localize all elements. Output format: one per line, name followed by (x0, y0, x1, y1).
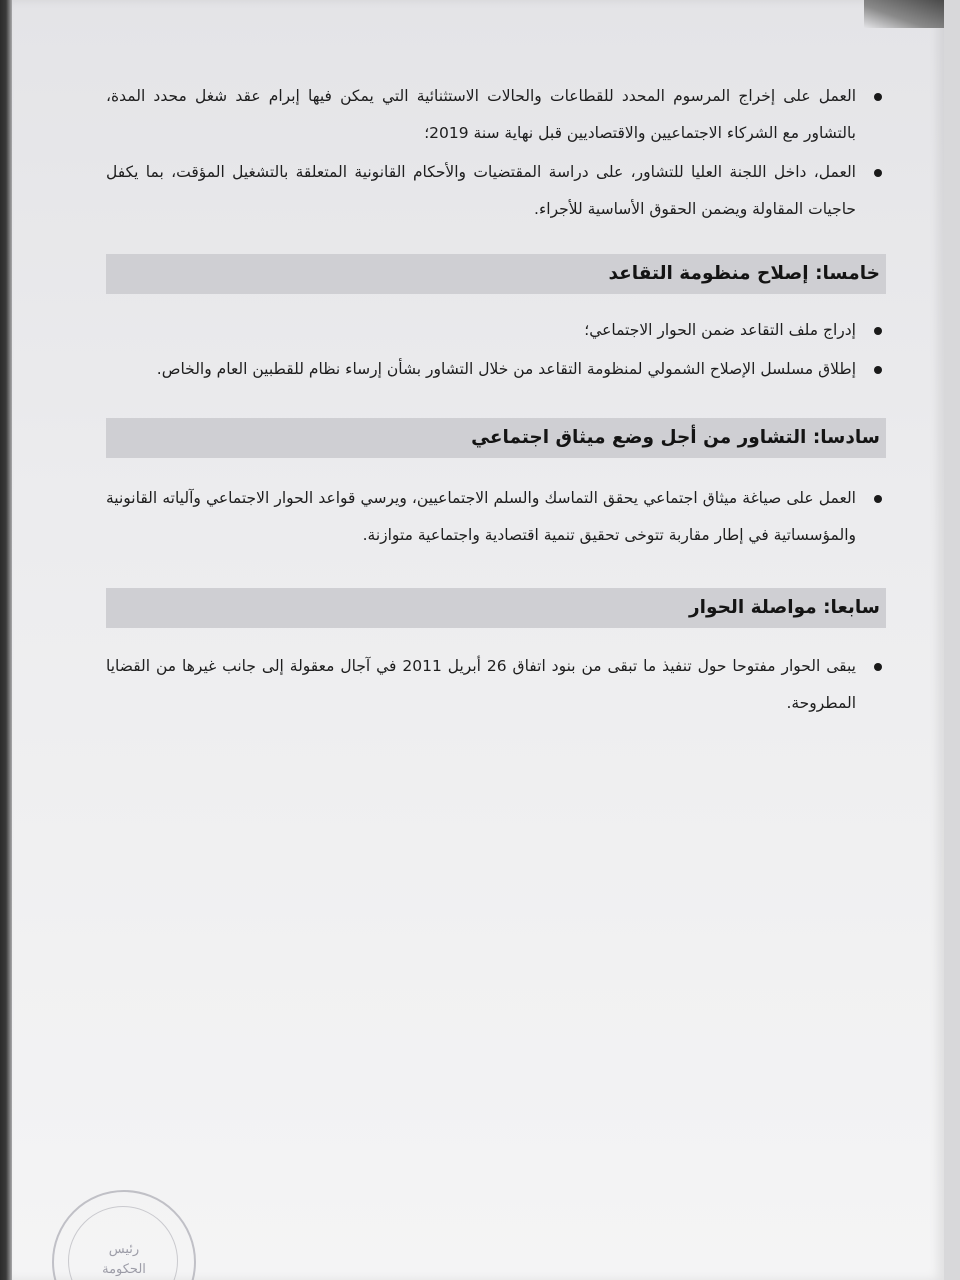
bullet-icon (874, 327, 882, 335)
list-item-text: إدراج ملف التقاعد ضمن الحوار الاجتماعي؛ (584, 321, 856, 339)
list-item (106, 480, 886, 554)
list-item (106, 78, 886, 152)
bullet-icon (874, 663, 882, 671)
section6-list (106, 480, 886, 554)
list-item-text: يبقى الحوار مفتوحا حول تنفيذ ما تبقى من بنود اتفاق 26 أبريل 2011 في آجال معقولة إلى جانب غيرها من القضايا المطروحة. (106, 657, 856, 712)
official-stamp (52, 1190, 196, 1280)
list-item-text: العمل على صياغة ميثاق اجتماعي يحقق التماسك والسلم الاجتماعيين، ويرسي قواعد الحوار الاجتماعي وآلياته القانونية والمؤسساتية في إطار مقاربة تتوخى تحقيق تنمية اقتصادية واجتماعية متوازنة. (106, 489, 856, 544)
bullet-icon (874, 366, 882, 374)
section5-list (106, 312, 886, 388)
section6-heading: سادسا: التشاور من أجل وضع ميثاق اجتماعي (106, 418, 886, 458)
stamp-text-line1: رئيس (108, 1242, 140, 1257)
section7-heading: سابعا: مواصلة الحوار (106, 588, 886, 628)
list-item (106, 351, 886, 388)
document-page (12, 0, 944, 1280)
list-item-text: العمل على إخراج المرسوم المحدد للقطاعات والحالات الاستثنائية التي يمكن فيها إبرام عقد شغل محدد المدة، بالتشاور مع الشركاء الاجتماعيين والاقتصاديين قبل نهاية سنة 2019؛ (106, 87, 856, 142)
document-content (106, 78, 886, 724)
stamp-text-line2: الحكومة (102, 1262, 146, 1277)
page-corner-shadow (864, 0, 944, 28)
section4-list (106, 78, 886, 228)
list-item-text: العمل، داخل اللجنة العليا للتشاور، على دراسة المقتضيات والأحكام القانونية المتعلقة بالتشغيل المؤقت، بما يكفل حاجيات المقاولة ويضمن الحقوق الأساسية للأجراء. (106, 163, 856, 218)
section7-list (106, 648, 886, 722)
bullet-icon (874, 169, 882, 177)
list-item (106, 312, 886, 349)
list-item (106, 648, 886, 722)
bullet-icon (874, 495, 882, 503)
list-item-text: إطلاق مسلسل الإصلاح الشمولي لمنظومة التقاعد من خلال التشاور بشأن إرساء نظام للقطبين العام والخاص. (156, 360, 856, 378)
list-item (106, 154, 886, 228)
section5-heading: خامسا: إصلاح منظومة التقاعد (106, 254, 886, 294)
bullet-icon (874, 93, 882, 101)
